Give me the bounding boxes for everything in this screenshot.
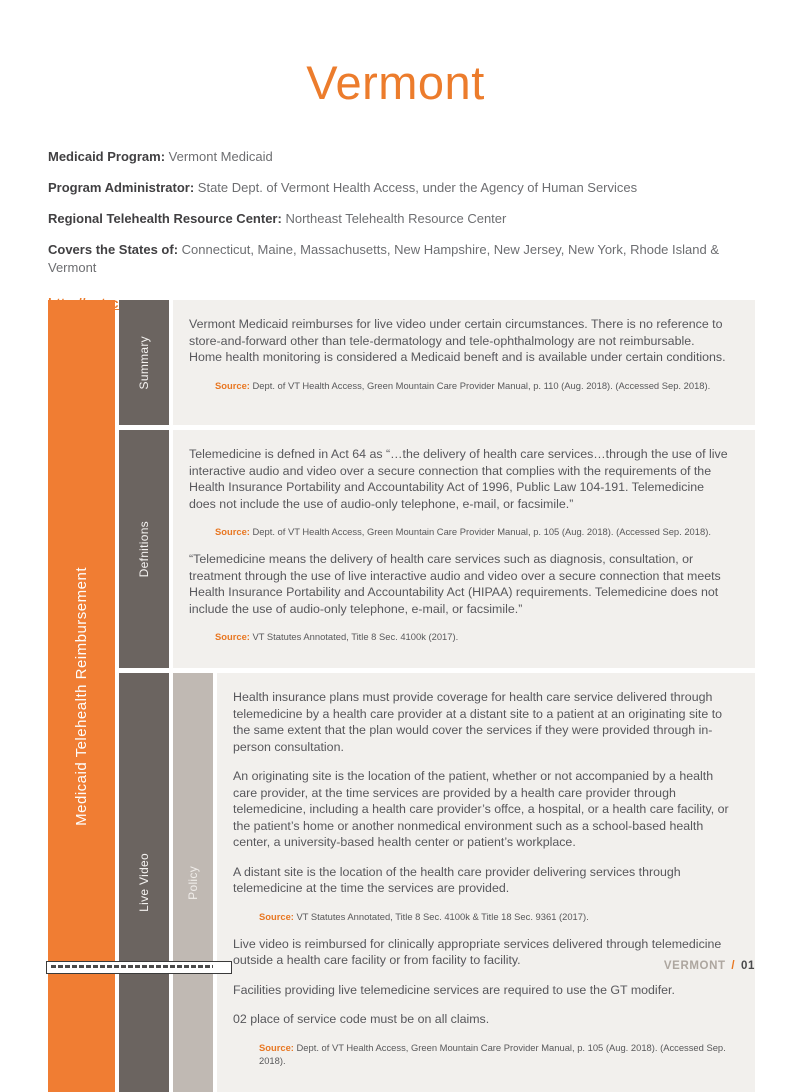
section-paragraph: Health insurance plans must provide coverage for health care service delivered through telemedicine by a health care provider at a distant site to a patient at an originating site to the same extent that the plan would cover the services if they were provided through in-person consultation.: [233, 690, 723, 754]
header-field-covered-states: [48, 241, 748, 279]
source-label: Source:: [215, 379, 250, 391]
section-paragraph: An originating site is the location of the patient, whether or not accompanied by a health care provider, at the time services are provided by a health care provider through telemedicine, including a health care provider’s offce, a hospital, or a health care facility, or the patient’s home or another nonmedical environment such as a school-based health center, a university-based health center or patient’s workplace.: [233, 769, 729, 850]
field-value: Connecticut, Maine, Massachusetts, New Hampshire, New Jersey, New York, Rhode Island & Vermont: [48, 241, 720, 276]
source-line: [215, 379, 729, 392]
source-line: [259, 910, 729, 923]
field-value: Northeast Telehealth Resource Center: [285, 210, 507, 226]
section-paragraph: A distant site is the location of the health care provider delivering services through telemedicine at the time the services are provided.: [233, 864, 681, 896]
header-info: [48, 148, 748, 311]
section-paragraph: Telemedicine is defned in Act 64 as “…the delivery of health care services…through the use of live interactive audio and video over a secure connection that complies with the requirements of the Health Insurance Portability and Accountability Act of 1996, Public Law 104-191. Telemedicine does not include the use of audio-only telephone, e-mail, or facsimile.”: [189, 447, 728, 511]
section-paragraph: Facilities providing live telemedicine services are required to use the GT modifer.: [233, 982, 675, 997]
footer-state-label: VERMONT: [663, 960, 726, 972]
tab-label: Live Video: [137, 853, 151, 913]
subtab-label: Policy: [186, 865, 200, 900]
field-value: State Dept. of Vermont Health Access, under the Agency of Human Services: [197, 179, 638, 195]
section-paragraph: 02 place of service code must be on all claims.: [233, 1012, 490, 1027]
source-label: Source:: [259, 1041, 294, 1053]
fine-print-box: [46, 961, 232, 974]
definitions-content: [173, 430, 755, 668]
section-paragraph: “Telemedicine means the delivery of health care services such as diagnosis, consultation, or treatment through the use of live interactive audio and video over a secure connection that meets Health Insurance Portability and Accountability Act (HIPAA) requirements. Telemedicine does not include the use of audio-only telephone, e-mail, or facsimile.”: [189, 552, 721, 616]
header-field-medicaid-program: [48, 148, 748, 167]
section-live-video: [119, 673, 755, 1092]
tab-summary: [119, 300, 169, 425]
field-label: Medicaid Program:: [48, 149, 166, 164]
source-label: Source:: [259, 910, 294, 922]
live-video-content: [217, 673, 755, 1092]
footer-separator: /: [731, 960, 736, 972]
source-text: Dept. of VT Health Access, Green Mountain Care Provider Manual, p. 105 (Aug. 2018). (Accessed Sep. 2018).: [252, 526, 711, 537]
field-label: Covers the States of:: [48, 241, 179, 257]
field-label: Program Administrator:: [48, 179, 195, 195]
source-label: Source:: [215, 526, 250, 537]
field-value: Vermont Medicaid: [168, 149, 273, 164]
source-text: VT Statutes Annotated, Title 8 Sec. 4100k (2017).: [252, 631, 459, 643]
page-title: Vermont: [306, 56, 485, 109]
fine-print-text: [51, 965, 213, 968]
section-paragraph: Vermont Medicaid reimburses for live video under certain circumstances. There is no reference to store-and-forward other than tele-dermatology and tele-ophthalmology are not reimbursable. Home health monitoring is considered a Medicaid beneft and is available under certain conditions.: [189, 317, 726, 364]
section-definitions: [119, 430, 755, 668]
source-text: VT Statutes Annotated, Title 8 Sec. 4100k & Title 18 Sec. 9361 (2017).: [296, 910, 589, 922]
tab-label: Defnitions: [137, 520, 151, 578]
section-summary: [119, 300, 755, 425]
summary-content: [173, 300, 755, 425]
header-field-regional-trc: [48, 210, 748, 229]
header-field-program-administrator: [48, 179, 748, 198]
sidebar-label: Medicaid Telehealth Reimbursement: [73, 566, 90, 826]
tab-label: Summary: [137, 335, 151, 390]
field-label: Regional Telehealth Resource Center:: [48, 210, 282, 226]
source-text: Dept. of VT Health Access, Green Mountain Care Provider Manual, p. 105 (Aug. 2018). (Accessed Sep. 2018).: [259, 1041, 726, 1067]
tab-policy: [173, 673, 213, 1092]
footer-page-number: 01: [741, 960, 755, 972]
source-line: [215, 525, 729, 538]
source-line: [215, 630, 729, 643]
source-text: Dept. of VT Health Access, Green Mountain Care Provider Manual, p. 110 (Aug. 2018). (Accessed Sep. 2018).: [252, 379, 711, 391]
source-line: [259, 1041, 729, 1067]
section-paragraph: Live video is reimbursed for clinically appropriate services delivered through telemedicine outside a health care facility or from facility to facility.: [233, 936, 722, 968]
tab-definitions: [119, 430, 169, 668]
source-label: Source:: [215, 631, 250, 643]
page-footer: [664, 960, 755, 972]
tab-live-video: [119, 673, 169, 1092]
